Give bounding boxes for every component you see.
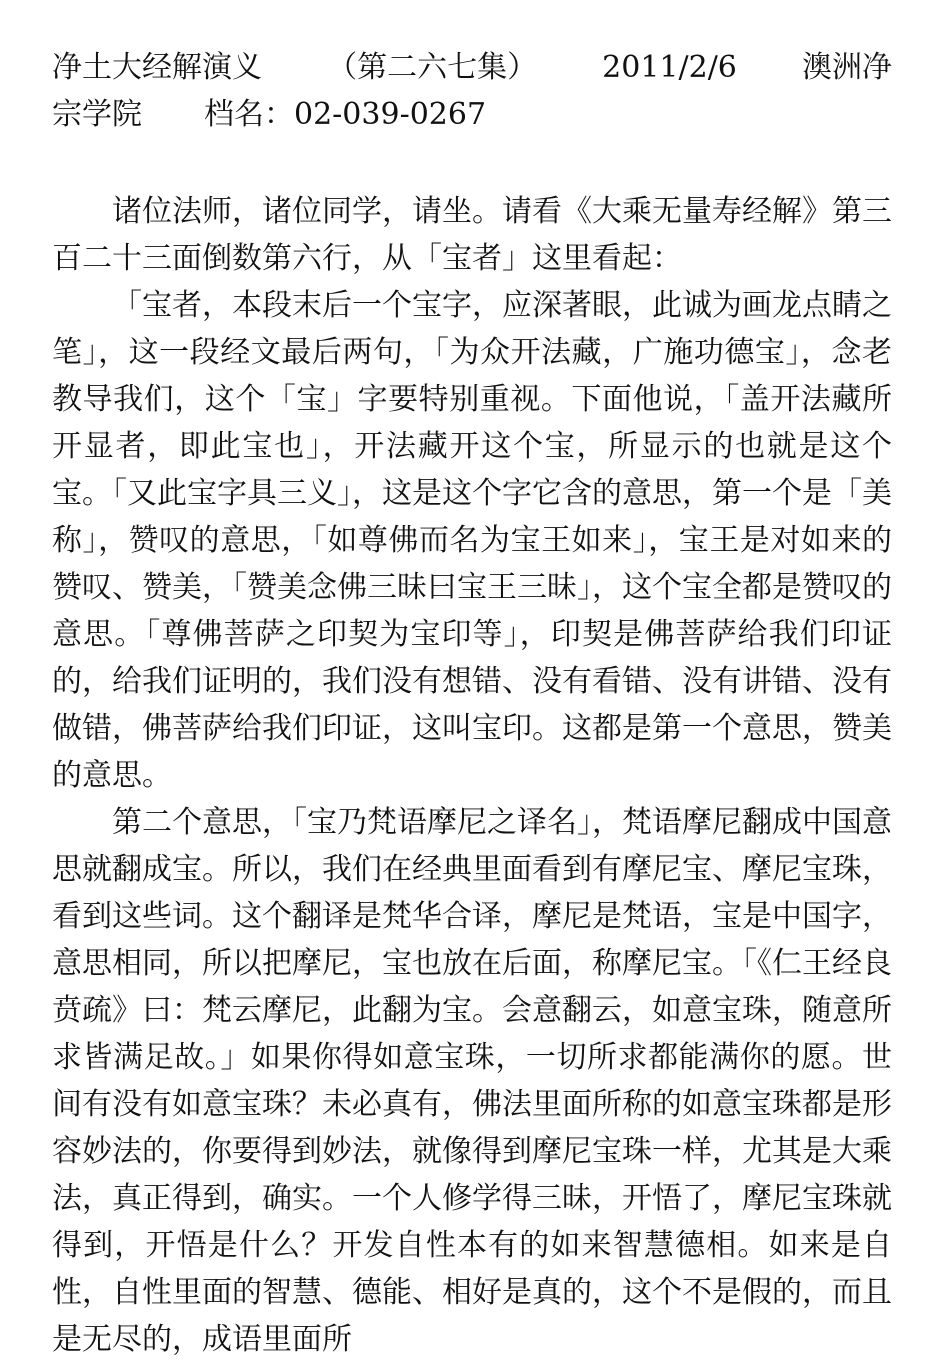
paragraph: 「宝者，本段末后一个宝字，应深著眼，此诚为画龙点睛之笔」，这一段经文最后两句，「为众开法藏，广施功德宝」，念老教导我们，这个「宝」字要特别重视。下面他说，「盖开法藏所开显者，即此宝也」，开法藏开这个宝，所显示的也就是这个宝。「又此宝字具三义」，这是这个字它含的意思，第一个是「美称」，赞叹的意思，「如尊佛而名为宝王如来」，宝王是对如来的赞叹、赞美，「赞美念佛三昧曰宝王三昧」，这个宝全都是赞叹的意思。「尊佛菩萨之印契为宝印等」，印契是佛菩萨给我们印证的，给我们证明的，我们没有想错、没有看错、没有讲错、没有做错，佛菩萨给我们印证，这叫宝印。这都是第一个意思，赞美的意思。 — [52, 288, 892, 793]
episode-number: （第二六七集） — [327, 50, 538, 85]
document-page — [52, 44, 892, 1363]
lecture-date: 2011/2/6 — [602, 50, 737, 85]
file-name: 档名：02-039-0267 — [204, 97, 487, 132]
paragraph: 第二个意思，「宝乃梵语摩尼之译名」，梵语摩尼翻成中国意思就翻成宝。所以，我们在经典里面看到有摩尼宝、摩尼宝珠，看到这些词。这个翻译是梵华合译，摩尼是梵语，宝是中国字，意思相同，所以把摩尼，宝也放在后面，称摩尼宝。「《仁王经良贲疏》曰：梵云摩尼，此翻为宝。会意翻云，如意宝珠，随意所求皆满足故。」如果你得如意宝珠，一切所求都能满你的愿。世间有没有如意宝珠？未必真有，佛法里面所称的如意宝珠都是形容妙法的，你要得到妙法，就像得到摩尼宝珠一样，尤其是大乘法，真正得到，确实。一个人修学得三昧，开悟了，摩尼宝珠就得到，开悟是什么？开发自性本有的如来智慧德相。如来是自性，自性里面的智慧、德能、相好是真的，这个不是假的，而且是无尽的，成语里面所 — [52, 805, 892, 1357]
document-body — [52, 188, 892, 1363]
lecture-location-continued: 宗学院 — [52, 97, 142, 132]
paragraph: 诸位法师，诸位同学，请坐。请看《大乘无量寿经解》第三百二十三面倒数第六行，从「宝者」这里看起： — [52, 194, 892, 276]
document-header — [52, 44, 892, 91]
document-header-line2 — [52, 91, 892, 138]
lecture-location: 澳洲净 — [801, 50, 892, 85]
lecture-title: 净土大经解演义 — [52, 50, 262, 85]
